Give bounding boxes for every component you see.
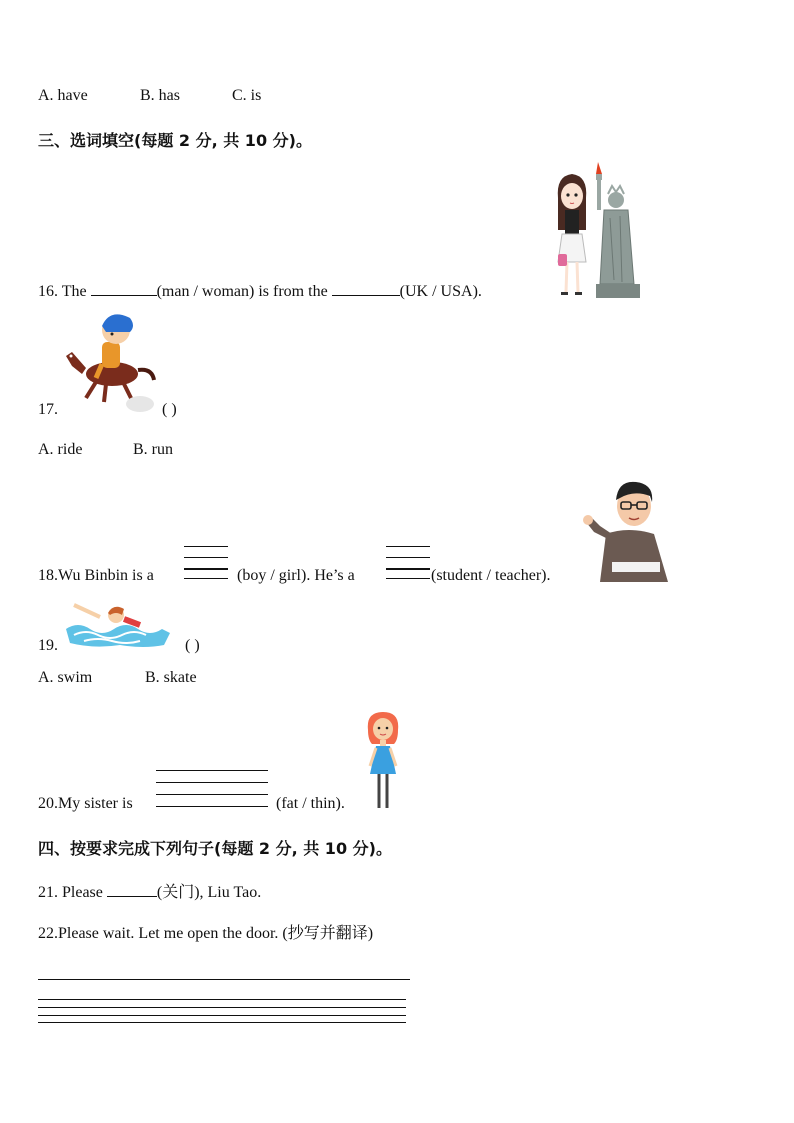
q21-blank[interactable] bbox=[107, 895, 157, 897]
q22-answer-line-2[interactable] bbox=[38, 999, 406, 1000]
q21-end: (关门), Liu Tao. bbox=[156, 884, 262, 901]
q19-option-b: B. skate bbox=[145, 669, 197, 686]
q16-prefix: 16. The bbox=[38, 283, 87, 300]
q16-blank-2[interactable] bbox=[332, 294, 400, 296]
section-3-heading: 三、选词填空(每题 2 分, 共 10 分)。 bbox=[38, 131, 312, 150]
q16-mid: (man / woman) is from the bbox=[156, 283, 328, 300]
boy-riding-horse-illustration bbox=[62, 308, 158, 416]
q17-option-a: A. ride bbox=[38, 441, 83, 458]
q18-end: (student / teacher). bbox=[431, 567, 551, 584]
girl-swimming-illustration bbox=[64, 599, 174, 651]
q18-mid: (boy / girl). He’s a bbox=[237, 567, 355, 584]
q20-prefix: 20.My sister is bbox=[38, 795, 133, 812]
q22-answer-line-3[interactable] bbox=[38, 1007, 406, 1008]
q15-option-b: B. has bbox=[140, 87, 180, 104]
q15-option-a: A. have bbox=[38, 87, 88, 104]
q21-prefix: 21. Please bbox=[38, 884, 103, 901]
q18-prefix: 18.Wu Binbin is a bbox=[38, 567, 154, 584]
q22-instruction: 22.Please wait. Let me open the door. (抄写并翻译) bbox=[38, 925, 374, 942]
q16-sentence bbox=[38, 283, 482, 301]
teacher-man-illustration bbox=[584, 478, 672, 584]
q19-number: 19. bbox=[38, 637, 58, 654]
q17-answer-paren[interactable]: ( ) bbox=[162, 401, 177, 418]
q19-option-a: A. swim bbox=[38, 669, 93, 686]
section-4-heading: 四、按要求完成下列句子(每题 2 分, 共 10 分)。 bbox=[38, 839, 392, 858]
q17-number: 17. bbox=[38, 401, 58, 418]
girl-blue-dress-illustration bbox=[364, 710, 402, 812]
q22-answer-line-4[interactable] bbox=[38, 1015, 406, 1016]
q22-answer-line-1[interactable] bbox=[38, 979, 410, 980]
q21-sentence bbox=[38, 879, 261, 902]
q15-option-c: C. is bbox=[232, 87, 262, 104]
girl-statue-of-liberty-illustration bbox=[552, 158, 647, 300]
q17-option-b: B. run bbox=[133, 441, 173, 458]
q16-end: (UK / USA). bbox=[399, 283, 482, 300]
q20-end: (fat / thin). bbox=[276, 795, 345, 812]
q16-blank-1[interactable] bbox=[91, 294, 157, 296]
q19-answer-paren[interactable]: ( ) bbox=[185, 637, 200, 654]
q22-answer-line-5[interactable] bbox=[38, 1022, 406, 1023]
